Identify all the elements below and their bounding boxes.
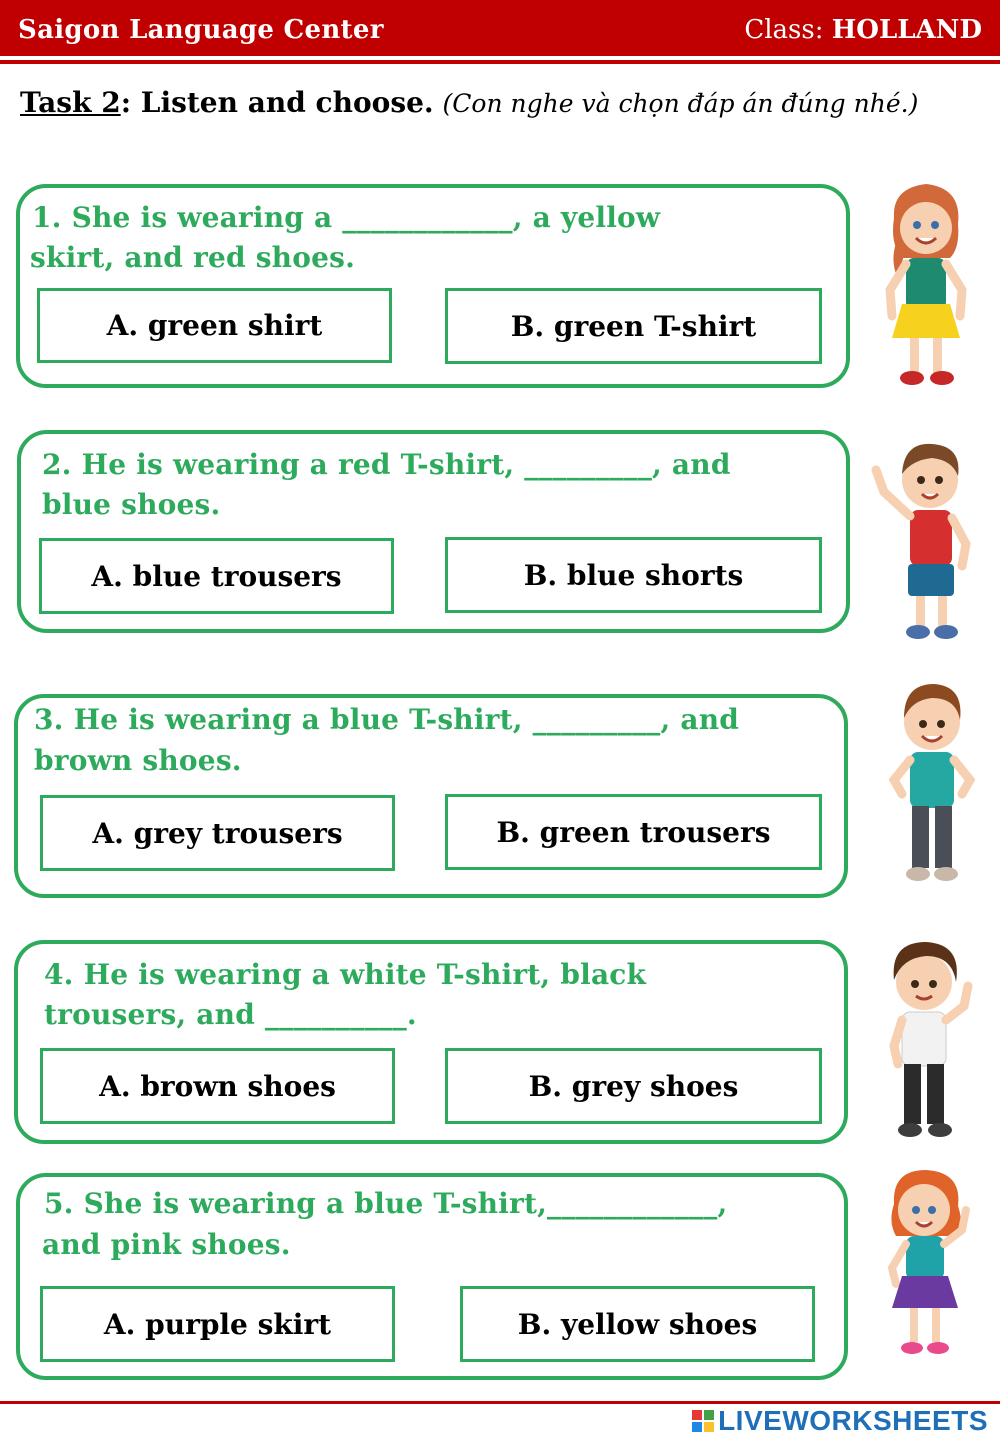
- task-title: : Listen and choose.: [120, 86, 434, 119]
- task-note: (Con nghe và chọn đáp án đúng nhé.): [442, 89, 919, 118]
- header-bar: [0, 0, 1000, 56]
- question-2-line-1: 2. He is wearing a red T-shirt, _________, and: [42, 448, 731, 481]
- question-4-option-a[interactable]: A. brown shoes: [40, 1048, 395, 1124]
- footer-divider: [0, 1401, 1000, 1404]
- logo-grid-icon: [692, 1410, 714, 1432]
- class-name: HOLLAND: [831, 15, 982, 45]
- girl-illustration-5: [874, 1164, 980, 1362]
- question-2-option-b[interactable]: B. blue shorts: [445, 537, 822, 613]
- question-4-line-2: trousers, and __________.: [44, 998, 417, 1031]
- header-divider: [0, 60, 1000, 64]
- task-label: Task 2: [20, 86, 121, 119]
- brand-name: LIVEWORKSHEETS: [718, 1405, 988, 1436]
- task-heading: [20, 84, 980, 123]
- question-2-option-a[interactable]: A. blue trousers: [39, 538, 394, 614]
- question-3-line-2: brown shoes.: [34, 744, 242, 777]
- liveworksheets-logo: [692, 1405, 988, 1437]
- girl-illustration-1: [872, 178, 980, 394]
- class-prefix: Class:: [744, 15, 824, 45]
- question-3-option-b[interactable]: B. green trousers: [445, 794, 822, 870]
- question-5-option-a[interactable]: A. purple skirt: [40, 1286, 395, 1362]
- question-1-option-b[interactable]: B. green T-shirt: [445, 288, 822, 364]
- question-4-line-1: 4. He is wearing a white T-shirt, black: [44, 958, 647, 991]
- question-3-line-1: 3. He is wearing a blue T-shirt, _________, and: [34, 703, 740, 736]
- boy-illustration-3: [882, 676, 980, 888]
- question-5-line-2: and pink shoes.: [42, 1228, 291, 1261]
- question-5-option-b[interactable]: B. yellow shoes: [460, 1286, 815, 1362]
- question-1-option-a[interactable]: A. green shirt: [37, 288, 392, 363]
- question-1-line-1: 1. She is wearing a ____________, a yellow: [32, 201, 661, 234]
- boy-illustration-4: [872, 936, 980, 1144]
- class-label: [744, 15, 982, 45]
- center-name: Saigon Language Center: [18, 15, 384, 45]
- question-1-line-2: skirt, and red shoes.: [30, 241, 356, 274]
- question-4-option-b[interactable]: B. grey shoes: [445, 1048, 822, 1124]
- question-3-option-a[interactable]: A. grey trousers: [40, 795, 395, 871]
- question-2-line-2: blue shoes.: [42, 488, 221, 521]
- question-5-line-1: 5. She is wearing a blue T-shirt,____________,: [44, 1187, 728, 1220]
- boy-illustration-2: [866, 434, 980, 646]
